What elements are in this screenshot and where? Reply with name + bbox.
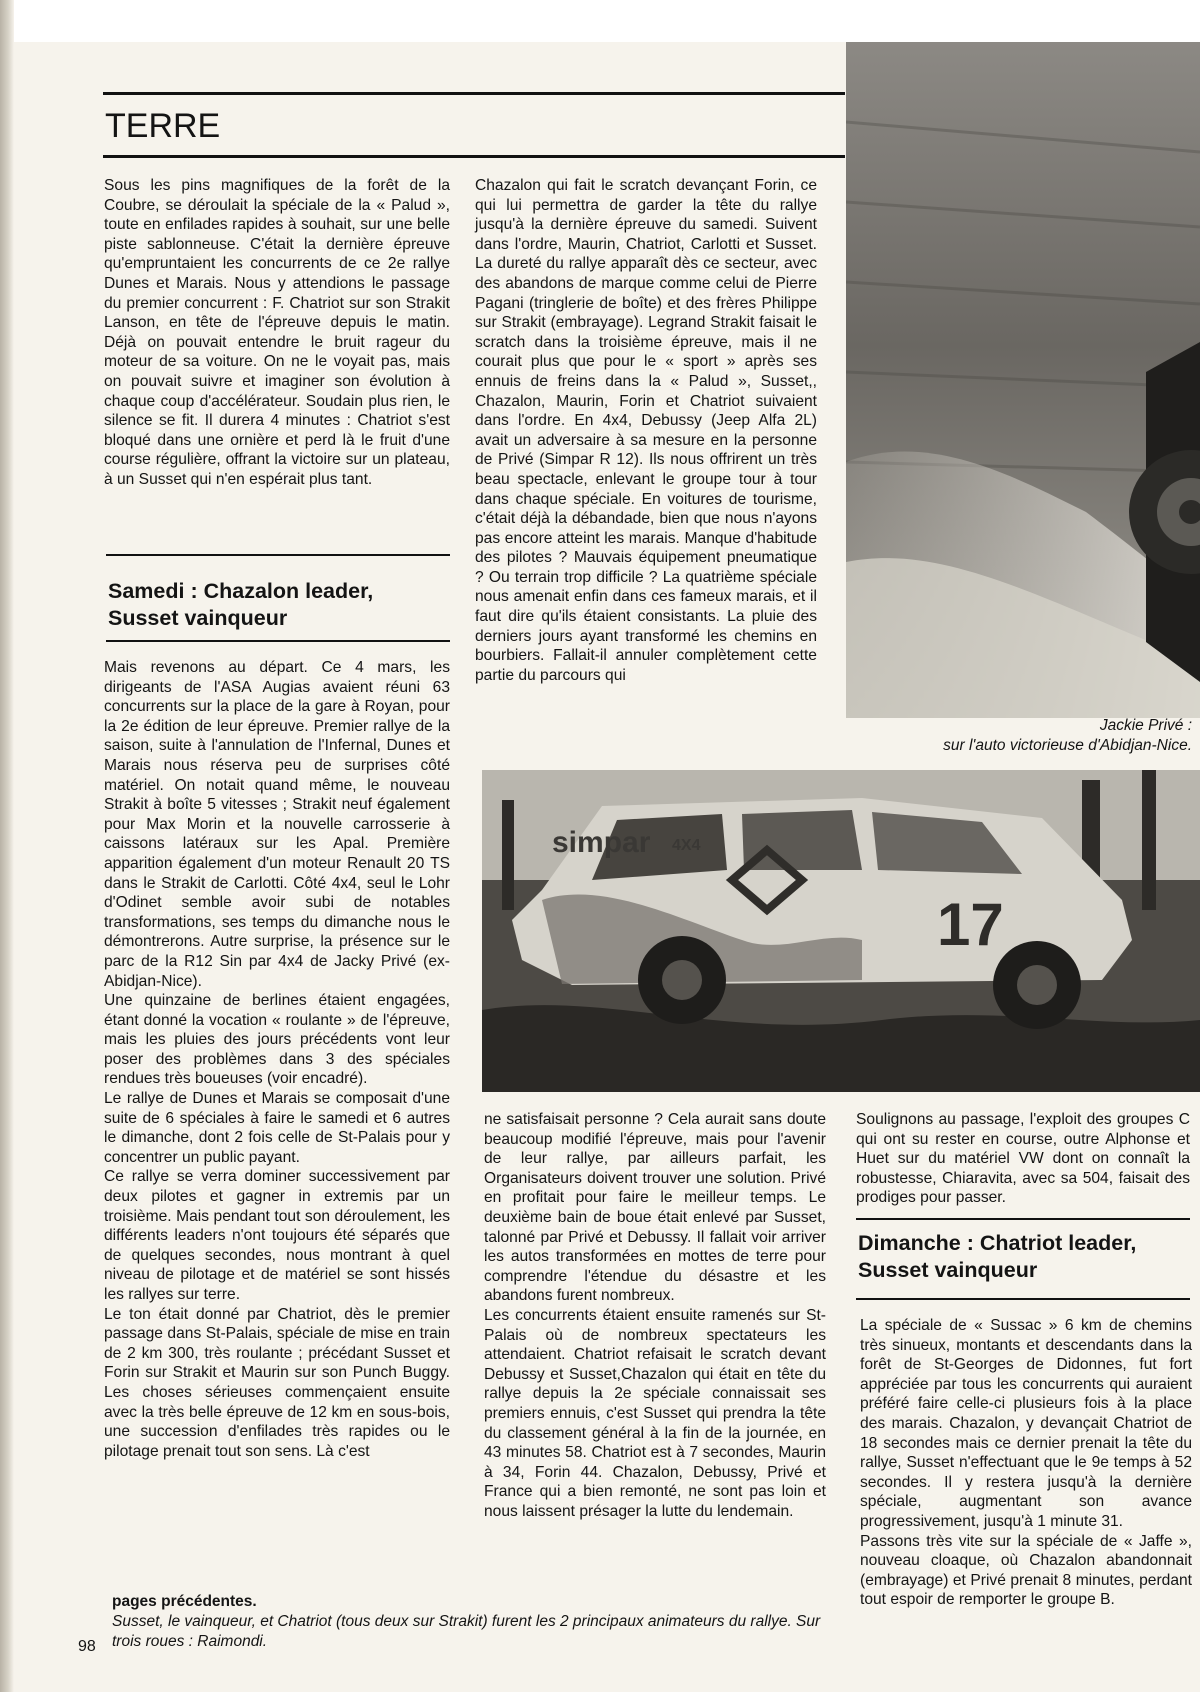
middle-column-top (475, 176, 817, 685)
middle-paragraph: Chazalon qui fait le scratch devançant Forin, ce qui lui permettra de garder la tête du rallye jusqu'à la dernière épreuve du samedi. Suivent dans l'ordre, Maurin, Chatriot, Carlotti et Susset. La dureté du rallye apparaît dès ce secteur, avec des abandons de marque comme celui de Pierre Pagani (tringlerie de boîte) et des frères Philippe sur Strakit (embrayage). Legrand Strakit faisait le scratch dans la troisième épreuve, mais il ne courait plus que pour le « sport » après ses ennuis de freins dans la « Palud », Susset,, Chazalon, Maurin, Forin et Chatriot suivaient dans l'ordre. En 4x4, Debussy (Jeep Alfa 2L) avait un adversaire à sa mesure en la personne de Privé (Simpar R 12). Ils nous offrirent un très beau spectacle, enlevant le groupe tour à tour dans chaque spéciale. En voitures de tourisme, c'était déjà la débandade, bien que nous n'ayons pas encore atteint les marais. Manque d'habitude des pilotes ? Mauvais équipement pneumatique ? Ou terrain trop difficile ? La quatrième spéciale nous amenait enfin dans ces fameux marais, et il faut dire qu'ils étaient consistants. La pluie des derniers jours ayant transformé les chemins en bourbiers. Fallait-il annuler complètement cette partie du parcours qui (475, 177, 817, 684)
subhead-dimanche: Dimanche : Chatriot leader, Susset vainqueur (858, 1231, 1137, 1282)
car-4x4-text: 4X4 (672, 837, 701, 854)
car-number: 17 (937, 891, 1004, 958)
right-paragraph: Soulignons au passage, l'exploit des groupes C qui ont su rester en course, outre Alphonse et Huet sur du matériel VW dont on connaît la robustesse, Chiaravita, avec sa 504, faisait des prodiges pour passer. (856, 1111, 1190, 1207)
left-paragraph: Le rallye de Dunes et Marais se composait d'une suite de 6 spéciales à faire le samedi et 6 autres le dimanche, dont 2 fois celle de St-Palais pour y concentrer un public payant. (104, 1090, 450, 1166)
middle-column-bottom (484, 1110, 826, 1521)
subhead-rule-top (856, 1218, 1190, 1220)
right-paragraph: La spéciale de « Sussac » 6 km de chemins très sinueux, montants et descendants dans la forêt de St-Georges de Didonnes, fut fort appréciée par tous les concurrents qui auraient préféré faire celle-ci plusieurs fois à la place des marais. Chazalon, y devançait Chatriot de 18 secondes mais ce dernier prenait la tête du rallye, Susset n'effectuant que le 9e temps à 52 secondes. Il y restera jusqu'à la dernière spéciale, augmentant son avance progressivement, jusqu'à 1 minute 31. (860, 1317, 1192, 1530)
middle-paragraph: ne satisfaisait personne ? Cela aurait sans doute beaucoup modifié l'épreuve, mais pour l'avenir de leur rallye, par ailleurs parfait, les Organisateurs doivent trouver une solution. Privé en profitait pour faire le meilleur temps. Le deuxième bain de boue était enlevé par Susset, talonné par Privé et Debussy. Il fallait voir arriver les autos transformées en mottes de terre pour comprendre l'étendue du désastre et les abandons furent nombreux. (484, 1111, 826, 1305)
photo-jackie-prive-graphic (846, 42, 1200, 718)
intro-paragraph: Sous les pins magnifiques de la forêt de la Coubre, se déroulait la spéciale de la « Palud », toute en enfilades rapides à souhait, sur une belle piste sablonneuse. C'était la dernière épreuve qu'empruntaient les concurrents de ce 2e rallye Dunes et Marais. Nous y attendions le passage du premier concurrent : F. Chatriot sur son Strakit Lanson, en tête de l'épreuve depuis le matin. Déjà on pouvait entendre le bruit rageur du moteur de sa voiture. On ne le voyait pas, mais on pouvait suivre et imaginer son évolution à chaque coup d'accélérateur. Soudain plus rien, le silence se fit. Il durera 4 minutes : Chatriot s'est bloqué dans une ornière et perd là le fruit d'une course régulière, offrant la victoire sur un plateau, à un Susset qui n'en espérait plus tant. (104, 177, 450, 488)
right-paragraph: Passons très vite sur la spéciale de « Jaffe », nouveau cloaque, où Chazalon abandonnait (embrayage) et Privé prenait 8 minutes, perdant tout espoir de remporter le groupe B. (860, 1532, 1192, 1609)
caption-line: sur l'auto victorieuse d'Abidjan-Nice. (943, 736, 1192, 754)
right-column-body (860, 1316, 1192, 1610)
bottom-photo-caption (112, 1592, 842, 1651)
subhead-samedi: Samedi : Chazalon leader, Susset vainqueur (108, 579, 374, 630)
caption-body: Susset, le vainqueur, et Chatriot (tous deux sur Strakit) furent les 2 principaux animateurs du rallye. Sur trois roues : Raimondi. (112, 1612, 821, 1650)
page-number: 98 (78, 1638, 96, 1655)
section-header (103, 92, 845, 158)
car-sponsor-text: simpar (552, 826, 651, 859)
middle-paragraph: Les concurrents étaient ensuite ramenés sur St-Palais où de nombreux spectateurs les attendaient. Chatriot refaisait le scratch devant Debussy et Susset,Chazalon qui était en tête du rallye depuis la 2e spéciale connaissait ses premiers ennuis, c'est Susset qui prendra la tête du classement général à la fin de la journée, en 43 minutes 58. Chatriot est à 7 secondes, Maurin à 34, Forin 44. Chazalon, Debussy, Privé et France qui a bien remonté, ne sont pas loin et nous laissent présager la lutte du lendemain. (484, 1306, 826, 1520)
photo-muddy-renault-graphic (482, 770, 1200, 1092)
subhead-rule-bottom (106, 640, 450, 642)
page-binding-edge (0, 0, 14, 1692)
caption-lead: pages précédentes. (112, 1593, 257, 1610)
photo-jackie-prive (846, 42, 1200, 718)
left-paragraph: Une quinzaine de berlines étaient engagées, étant donné la vocation « roulante » de l'épreuve, mais les pluies des jours précédents vont leur poser des problèmes dans 3 des spéciales rendues très boueuses (voir encadré). (104, 992, 450, 1088)
left-column-intro (104, 176, 450, 490)
subhead-rule-top (106, 554, 450, 556)
page-top-margin (0, 0, 1200, 42)
photo-caption-right (880, 716, 1192, 755)
left-column-body (104, 658, 450, 1461)
left-paragraph: Le ton était donné par Chatriot, dès le premier passage dans St-Palais, spéciale de mise en train de 2 km 300, très roulante ; précédant Susset et Forin sur Strakit et Maurin sur son Punch Buggy. Les choses sérieuses commençaient ensuite avec la très belle épreuve de 12 km en sous-bois, une succession d'enfilades très rapides ou le pilotage prenait tout son sens. Là c'est (104, 1305, 450, 1460)
left-paragraph: Mais revenons au départ. Ce 4 mars, les dirigeants de l'ASA Augias avaient réuni 63 concurrents sur la place de la gare à Royan, pour la 2e édition de leur épreuve. Premier rallye de la saison, suite à l'annulation de l'Infernal, Dunes et Marais nous réserva peu de surprises côté matériel. On notait quand même, le nouveau Strakit à boîte 5 vitesses ; Strakit neuf également pour Max Morin et la nouvelle carrosserie à caissons latéraux sur les Apal. Première apparition également d'un moteur Renault 20 TS dans le Strakit de Carlotti. Côté 4x4, seul le Lohr d'Odinet semble avoir subi de notables transformations, ses temps du dimanche nous le démontrerons. Autre surprise, la présence sur le parc de la R12 Sin par 4x4 de Jacky Privé (ex-Abidjan-Nice). (104, 659, 450, 990)
right-column-intro (856, 1110, 1190, 1208)
caption-line: Jackie Privé : (1099, 717, 1192, 734)
subhead-rule-bottom (856, 1298, 1190, 1300)
photo-muddy-renault (482, 770, 1200, 1092)
section-title: TERRE (105, 107, 221, 145)
left-paragraph: Ce rallye se verra dominer successivement par deux pilotes et gagner in extremis par un troisième. Mais pendant tout son déroulement, les différents leaders n'ont toujours été séparés que de quelques secondes, nous montrant à quel niveau de pilotage et de matériel se sont hissés les rallyes sur terre. (104, 1168, 450, 1303)
